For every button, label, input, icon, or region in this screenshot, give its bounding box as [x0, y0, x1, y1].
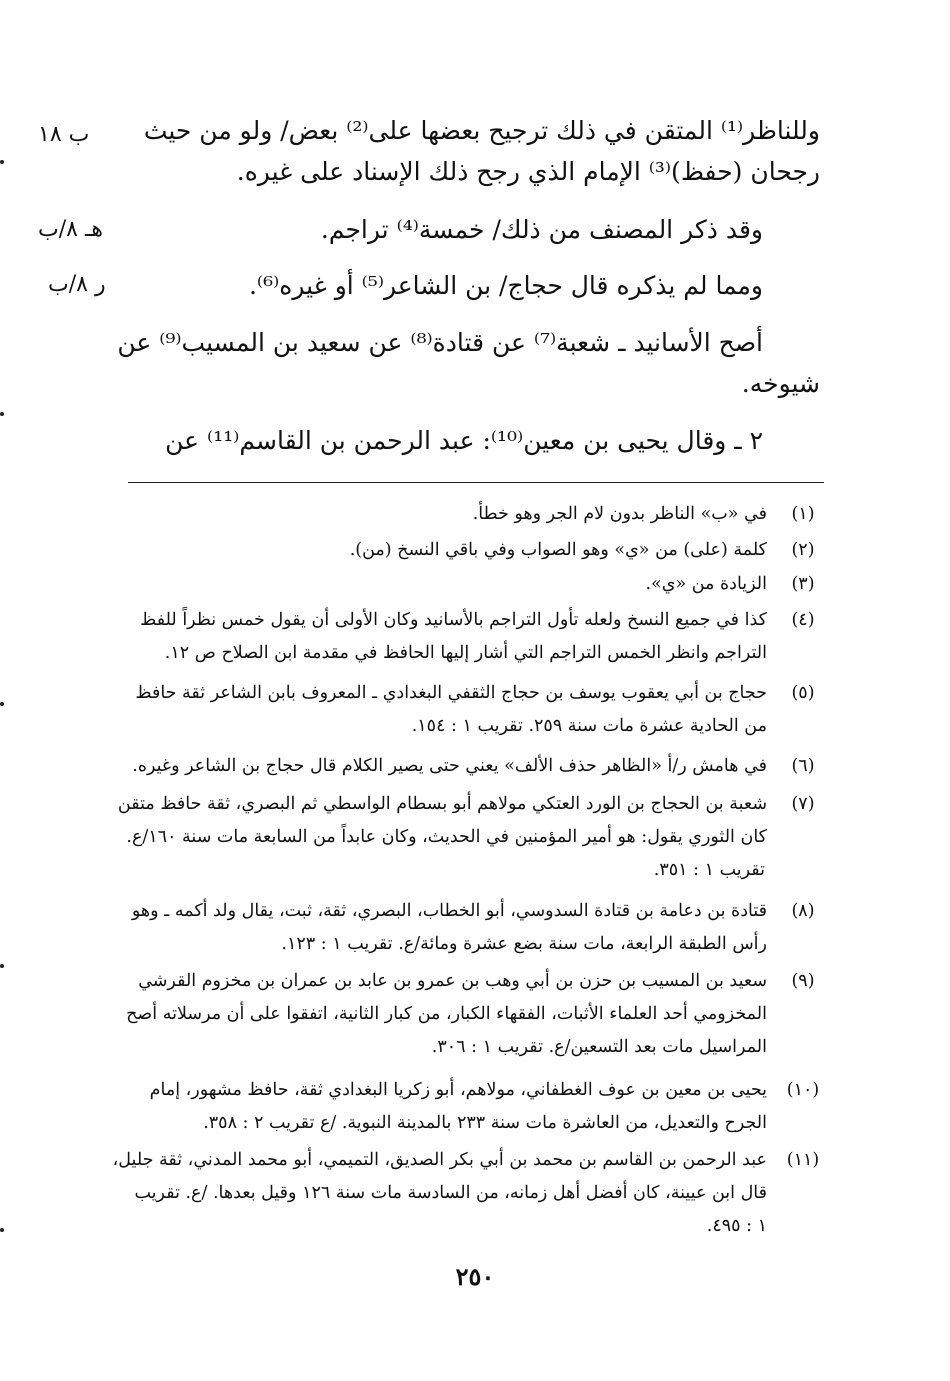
footnote-number: (٤)	[791, 610, 815, 630]
scan-mark	[0, 702, 4, 706]
body-line-2: رجحان (حفظ)⁽³⁾ الإمام الذي رجح ذلك الإسناد على غيره.	[236, 157, 820, 186]
footnote-line: التراجم وانظر الخمس التراجم التي أشار إليها الحافظ في مقدمة ابن الصلاح ص ١٢.	[164, 643, 767, 663]
footnote-line: شعبة بن الحجاج بن الورد العتكي مولاهم أبو بسطام الواسطي ثم البصري، ثقة حافظ متقن	[117, 794, 767, 814]
scan-mark	[0, 412, 4, 416]
footnote-line: قتادة بن دعامة بن قتادة السدوسي، أبو الخطاب، البصري، ثقة، ثبت، يقال ولد أكمه ـ وهو	[131, 901, 767, 921]
body-line-4: ومما لم يذكره قال حجاج/ بن الشاعر⁽⁵⁾ أو غيره⁽⁶⁾.	[248, 271, 763, 300]
margin-note-b18: ب ١٨	[38, 122, 90, 147]
body-line-7: ٢ ـ وقال يحيى بن معين⁽¹⁰⁾: عبد الرحمن بن القاسم⁽¹¹⁾ عن	[165, 426, 763, 455]
footnote-separator	[128, 482, 824, 483]
footnote-line: كان الثوري يقول: هو أمير المؤمنين في الحديث، وكان عابداً من السابعة مات سنة ١٦٠/ع.	[126, 827, 767, 847]
footnote-number: (١١)	[786, 1150, 820, 1170]
scan-mark	[0, 160, 4, 164]
footnote-line: يحيى بن معين بن عوف الغطفاني، مولاهم، أبو زكريا البغدادي ثقة، حافظ مشهور، إمام	[149, 1080, 767, 1100]
margin-note-h8b: هـ ٨/ب	[38, 217, 103, 242]
margin-note-r8b: ر ٨/ب	[48, 272, 106, 297]
footnote-number: (٥)	[791, 683, 815, 703]
footnote-line: من الحادية عشرة مات سنة ٢٥٩. تقريب ١ : ١٥٤.	[411, 716, 767, 736]
footnote-line: الجرح والتعديل، من العاشرة مات سنة ٢٣٣ بالمدينة النبوية. /ع تقريب ٢ : ٣٥٨.	[203, 1113, 767, 1133]
footnote-line: عبد الرحمن بن القاسم بن محمد بن أبي بكر الصديق، التميمي، أبو محمد المدني، ثقة جليل،	[112, 1150, 767, 1170]
scan-mark	[0, 964, 4, 968]
scan-mark	[0, 1228, 4, 1232]
footnote-number: (٨)	[791, 901, 815, 921]
body-line-3: وقد ذكر المصنف من ذلك/ خمسة⁽⁴⁾ تراجم.	[320, 215, 763, 244]
footnote-line: ١ : ٤٩٥.	[706, 1216, 767, 1236]
footnote-number: (٢)	[791, 540, 815, 560]
footnote-number: (٦)	[791, 756, 815, 776]
body-line-1: وللناظر⁽¹⁾ المتقن في ذلك ترجيح بعضها على⁽²⁾ بعض/ ولو من حيث	[143, 116, 820, 145]
body-line-5: أصح الأسانيد ـ شعبة⁽⁷⁾ عن قتادة⁽⁸⁾ عن سعيد بن المسيب⁽⁹⁾ عن	[117, 328, 763, 357]
footnote-line: في هامش ر/أ «الظاهر حذف الألف» يعني حتى يصير الكلام قال حجاج بن الشاعر وغيره.	[132, 756, 767, 776]
footnote-line: حجاج بن أبي يعقوب يوسف بن حجاج الثقفي البغدادي ـ المعروف بابن الشاعر ثقة حافظ	[135, 683, 767, 703]
footnote-number: (٩)	[791, 971, 815, 991]
footnote-line: تقريب ١ : ٣٥١.	[653, 860, 765, 880]
footnote-line: كذا في جميع النسخ ولعله تأول التراجم بالأسانيد وكان الأولى أن يقول خمس نظراً للفظ	[140, 610, 767, 630]
footnote-number: (٧)	[791, 794, 815, 814]
footnote-line: سعيد بن المسيب بن حزن بن أبي وهب بن عمرو بن عابد بن عمران بن مخزوم القرشي	[138, 971, 767, 991]
footnote-line: في «ب» الناظر بدون لام الجر وهو خطأ.	[472, 504, 767, 524]
footnote-number: (١)	[791, 504, 815, 524]
footnote-number: (١٠)	[786, 1080, 820, 1100]
footnote-number: (٣)	[791, 574, 815, 594]
body-line-6: شيوخه.	[741, 369, 820, 398]
footnote-line: كلمة (على) من «ي» وهو الصواب وفي باقي النسخ (من).	[349, 540, 767, 560]
footnote-line: المراسيل مات بعد التسعين/ع. تقريب ١ : ٣٠٦.	[431, 1037, 767, 1057]
footnote-line: الزيادة من «ي».	[645, 574, 767, 594]
page-number: ٢٥٠	[455, 1262, 495, 1291]
footnote-line: رأس الطبقة الرابعة، مات سنة بضع عشرة ومائة/ع. تقريب ١ : ١٢٣.	[281, 934, 767, 954]
footnote-line: المخزومي أحد العلماء الأثبات، الفقهاء الكبار، من كبار الثانية، اتفقوا على أن مرسلاته أصح	[126, 1004, 767, 1024]
footnote-line: قال ابن عيينة، كان أفضل أهل زمانه، من السادسة مات سنة ١٢٦ وقيل بعدها. /ع. تقريب	[134, 1183, 767, 1203]
